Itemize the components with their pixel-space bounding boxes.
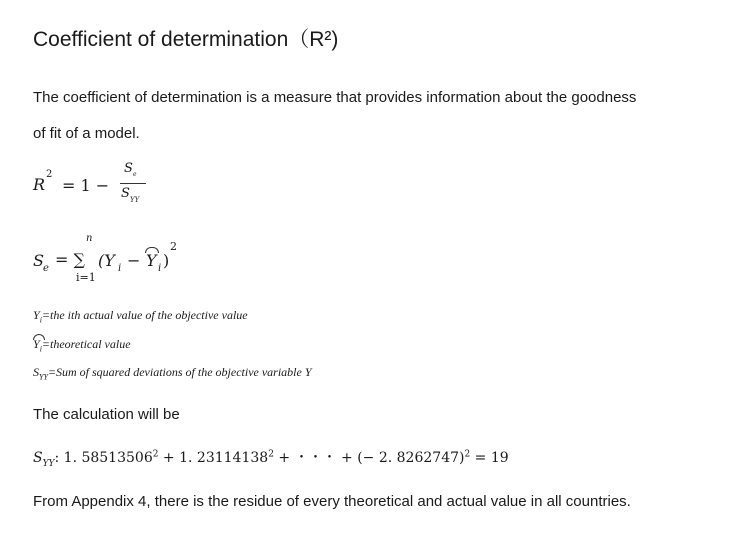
definition-theoretical-value [33, 337, 131, 353]
def-text: =the ith actual value of the objective value [41, 308, 248, 322]
se-lhs: S [33, 251, 44, 270]
def-symbol: Y [33, 308, 40, 322]
calc-colon: : [54, 450, 60, 466]
r2-lhs-sup: 2 [46, 169, 53, 180]
se-body: (Y [98, 251, 115, 270]
calculation-intro: The calculation will be [33, 406, 180, 423]
calc-term-2-sup: 2 [268, 449, 274, 460]
appendix-note: From Appendix 4, there is the residue of every theoretical and actual value in all countries. [33, 493, 631, 510]
def-symbol: S [33, 365, 39, 379]
def-text: =theoretical value [41, 337, 131, 351]
def-symbol: Y [33, 337, 40, 351]
intro-line-2: of fit of a model. [33, 125, 140, 142]
calc-term-1-sup: 2 [152, 449, 159, 460]
calc-term-3: (− 2. 8262747) [357, 450, 465, 466]
definition-sum-squared-deviations [33, 365, 312, 381]
page-title: Coefficient of determination（R²) [33, 28, 339, 51]
calc-ellipsis: + ・・・ + [278, 450, 353, 466]
calc-lhs-sub: YY [42, 458, 55, 469]
definition-actual-value [33, 308, 248, 324]
se-sum-lower: i=1 [76, 271, 96, 284]
def-symbol-sub: i [39, 344, 42, 354]
se-equals-sum: = ∑ [55, 250, 85, 269]
r2-fraction-bar [120, 183, 146, 184]
r2-lhs: R [33, 175, 46, 194]
calc-plus: + [162, 450, 175, 466]
calculation-equation [33, 447, 509, 469]
se-sum-upper: n [86, 233, 93, 244]
se-hat-var: Y [146, 251, 157, 270]
r2-numerator: S [124, 161, 133, 176]
def-symbol-sub: YY [39, 372, 48, 382]
se-hat-sub: i [158, 263, 162, 274]
def-symbol-sub: i [39, 315, 42, 325]
calc-result: = 19 [474, 450, 509, 466]
r2-denominator: S [121, 186, 130, 201]
def-text: =Sum of squared deviations of the objective variable Y [47, 365, 312, 379]
se-minus: − [127, 251, 141, 270]
calc-term-3-sup: 2 [464, 449, 471, 460]
se-close-paren: ) [163, 251, 170, 270]
se-sup: 2 [170, 240, 177, 253]
intro-line-1: The coefficient of determination is a measure that provides information about the goodness [33, 89, 637, 106]
r2-equals: = 1 − [62, 176, 110, 195]
r2-denominator-sub: YY [130, 196, 140, 204]
hat-accent [33, 334, 45, 340]
calc-term-1: 1. 58513506 [63, 450, 153, 466]
se-body-sub: i [118, 263, 122, 274]
r2-numerator-sub: e [133, 171, 137, 178]
se-lhs-sub: e [43, 263, 49, 274]
calc-lhs: S [33, 450, 43, 466]
calc-term-2: 1. 23114138 [179, 450, 269, 466]
